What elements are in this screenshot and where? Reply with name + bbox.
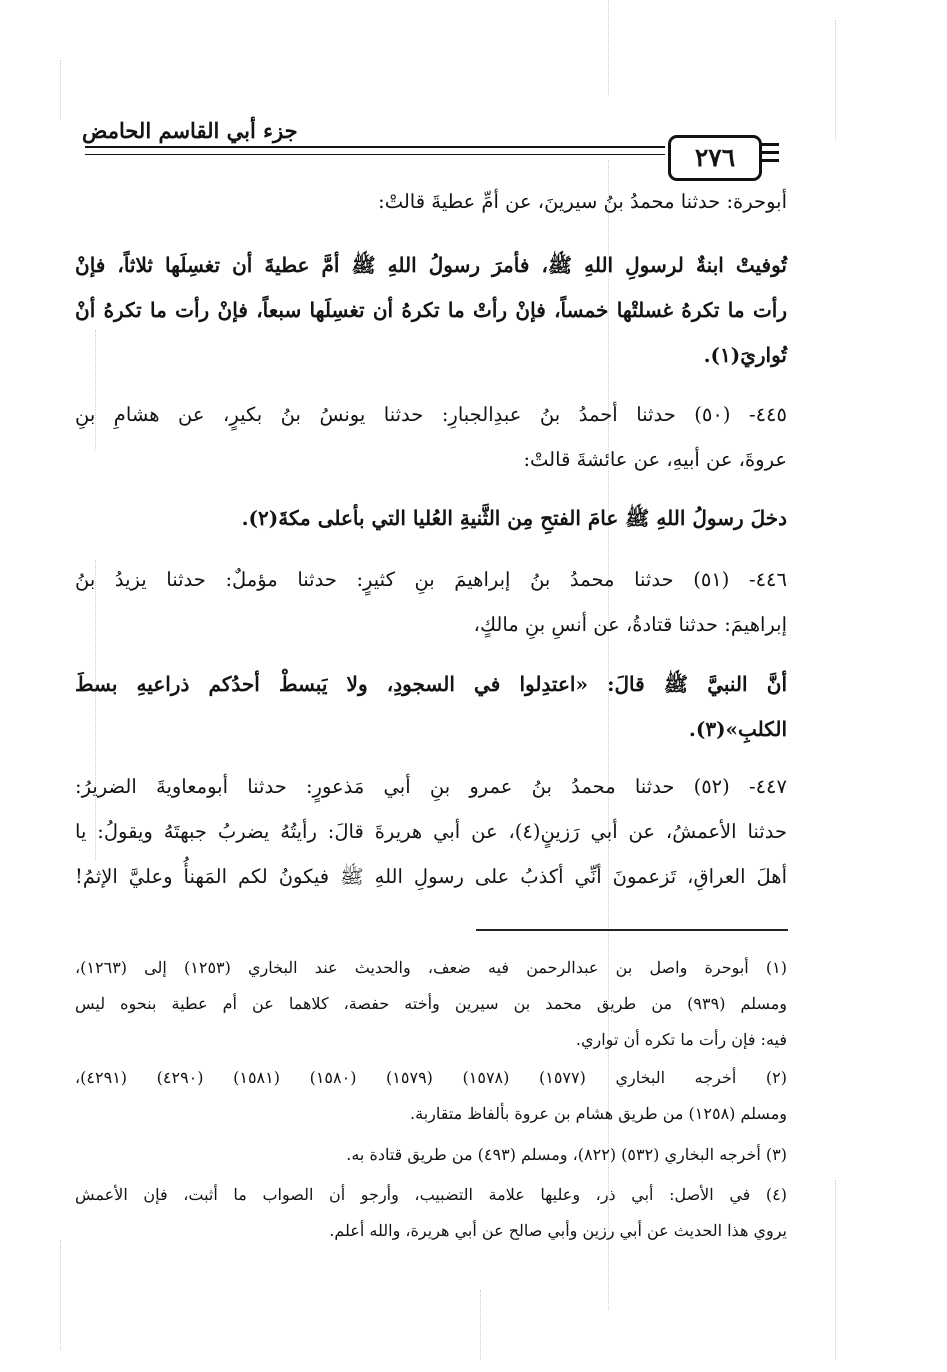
hadith-text-line: الكلبِ»(٣). [688, 717, 787, 741]
scan-mark [835, 20, 836, 140]
footnote-line: (٢) أخرجه البخاري (١٥٧٧) (١٥٧٨) (١٥٧٩) (١٥٨٠) (١٥٨١) (٤٢٩٠) (٤٢٩١)، [75, 1068, 787, 1087]
footnote-rule [476, 929, 788, 931]
page-number: ٢٧٦ [668, 135, 762, 181]
isnad-line: ٤٤٦- (٥١) حدثنا محمدُ بنُ إبراهيمَ بنِ كثيرٍ: حدثنا مؤملٌ: حدثنا يزيدُ بنُ [75, 568, 787, 591]
hadith-text-line: أنَّ النبيَّ ﷺ قالَ: «اعتدِلوا في السجودِ، ولا يَبسطْ أحدُكم ذراعيهِ بسطَ [75, 672, 787, 696]
footnote-line: (٤) في الأصل: أبي ذر، وعليها علامة التضبيب، وأرجو أن الصواب ما أثبت، فإن الأعمش [75, 1185, 787, 1204]
hadith-text-line: دخلَ رسولُ اللهِ ﷺ عامَ الفتحِ مِن الثَّنيةِ العُليا التي بأعلى مكةَ(٢). [241, 506, 787, 530]
footnote-line: (١) أبوحرة واصل بن عبدالرحمن فيه ضعف، والحديث عند البخاري (١٢٥٣) إلى (١٢٦٣)، [75, 958, 787, 977]
scan-mark [608, 0, 609, 95]
footnote-line: ومسلم (٩٣٩) من طريق محمد بن سيرين وأخته حفصة، كلاهما عن أم عطية بنحوه ليس [75, 994, 788, 1013]
header-rule [85, 146, 665, 148]
scan-mark [60, 1240, 61, 1350]
footnote-line: (٣) أخرجه البخاري (٥٣٢) (٨٢٢)، ومسلم (٤٩٣) من طريق قتادة به. [346, 1145, 787, 1164]
isnad-line: عروةَ، عن أبيهِ، عن عائشةَ قالتْ: [523, 448, 787, 471]
isnad-line: إبراهيمَ: حدثنا قتادةُ، عن أنسِ بنِ مالكٍ، [473, 613, 787, 636]
isnad-line: ٤٤٥- (٥٠) حدثنا أحمدُ بنُ عبدِالجبارِ: حدثنا يونسُ بنُ بكيرٍ، عن هشامِ بنِ [75, 403, 787, 426]
scan-mark [480, 1290, 481, 1360]
hadith-text-line: تُواريَ(١). [703, 343, 787, 367]
header-ornament [759, 143, 779, 167]
isnad-line: حدثنا الأعمشُ، عن أبي رَزينٍ(٤)، عن أبي هريرةَ قالَ: رأيتُهُ يضربُ جبهتَهُ ويقولُ: يا [75, 820, 787, 843]
footnote-line: يروي هذا الحديث عن أبي رزين وأبي صالح عن أبي هريرة، والله أعلم. [329, 1221, 787, 1240]
footnote-line: فيه: فإن رأت ما تكره أن تواري. [575, 1030, 787, 1049]
isnad-line: ٤٤٧- (٥٢) حدثنا محمدُ بنُ عمرو بنِ أبي مَذعورٍ: حدثنا أبومعاويةَ الضريرُ: [75, 775, 787, 798]
header-rule [85, 154, 665, 155]
hadith-text-line: تُوفيتْ ابنةٌ لرسولِ اللهِ ﷺ، فأمرَ رسولُ اللهِ ﷺ أمَّ عطيةَ أن تغسِلَها ثلاثاً، فإنْ [75, 253, 787, 277]
running-title: جزء أبي القاسم الحامض [82, 118, 298, 143]
text-line: أبوحرة: حدثنا محمدُ بنُ سيرينَ، عن أمِّ عطيةَ قالتْ: [378, 190, 787, 213]
scan-mark [60, 60, 61, 120]
footnote-line: ومسلم (١٢٥٨) من طريق هشام بن عروة بألفاظ متقاربة. [410, 1104, 787, 1123]
scan-mark [95, 560, 96, 860]
scan-mark [835, 1180, 836, 1360]
hadith-text-line: رأت ما تكرهُ غسلتْها خمساً، فإنْ رأتْ ما تكرهُ أن تغسِلَها سبعاً، فإنْ رأت ما تكرهُ أنْ [75, 298, 787, 322]
isnad-line: أهلَ العراقِ، تَزعمونَ أنِّي أكذبُ على رسولِ اللهِ ﷺ فيكونُ لكم المَهنأُ وعليَّ الإثمُ! [75, 865, 787, 888]
